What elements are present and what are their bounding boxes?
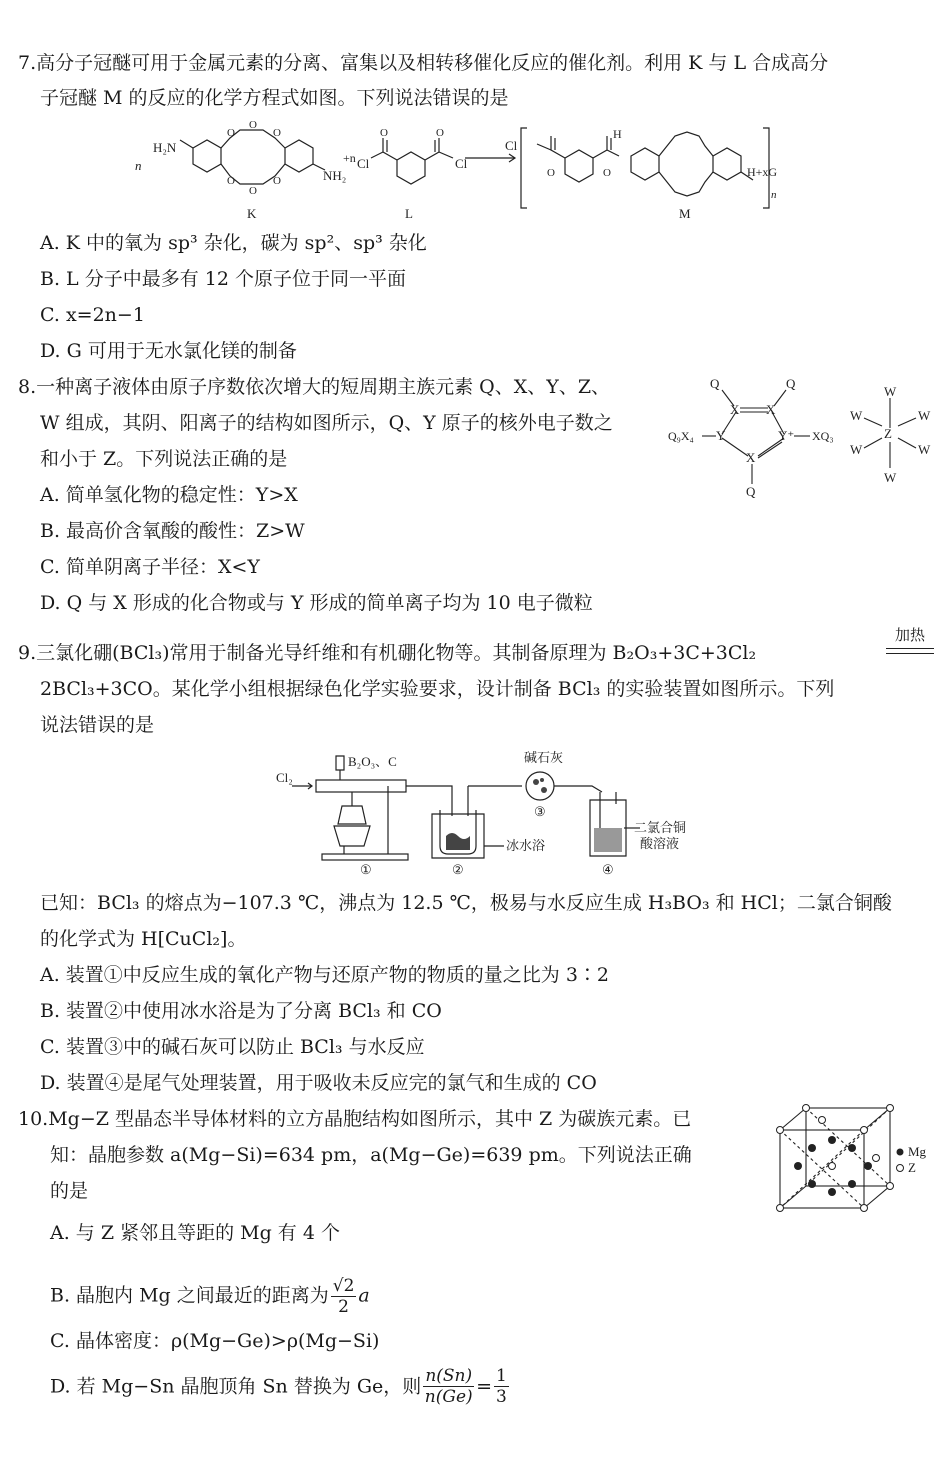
q9-cl2: Cl₂ <box>276 770 293 785</box>
q7-n1: n <box>135 158 142 173</box>
q7-label-m: M <box>679 206 691 221</box>
q9-cucl: 二氯合铜 <box>634 820 687 835</box>
q7-nh2: NH₂ <box>323 168 347 183</box>
q10-option-b-text: B. 晶胞内 Mg 之间最近的距离为 <box>50 1284 329 1307</box>
q8-option-d: D. Q 与 X 形成的化合物或与 Y 形成的简单离子均为 10 电子微粒 <box>40 592 593 614</box>
q10-option-d <box>50 1366 511 1406</box>
q7-cl2: Cl <box>455 156 468 171</box>
q8-ion-figure <box>668 372 938 502</box>
q10-option-b-fraction <box>331 1276 357 1317</box>
q10-option-d-text: D. 若 Mg−Sn 晶胞顶角 Sn 替换为 Ge，则 <box>50 1375 422 1398</box>
q8-w5: W <box>850 442 863 457</box>
q8-q9x4: Q₉X₄ <box>668 429 694 443</box>
q9-n1: ① <box>360 862 372 877</box>
q10-crystal-figure <box>776 1104 936 1214</box>
q7-n-sub: n <box>771 189 777 201</box>
q8-option-c: C. 简单阴离子半径：X<Y <box>40 556 260 578</box>
q10-stem-line2: 知：晶胞参数 a(Mg−Si)=634 pm，a(Mg−Ge)=639 pm。下列说法正确 <box>50 1144 692 1166</box>
q8-y: Y <box>716 428 726 443</box>
q7-tail: H+xG <box>747 165 778 179</box>
q10-option-b <box>50 1276 370 1317</box>
q8-q2: Q <box>786 376 796 391</box>
q9-ice: 冰水浴 <box>506 838 546 853</box>
q10-option-d-rden: 3 <box>496 1387 507 1406</box>
q9-apparatus-figure <box>272 746 712 878</box>
q9-acid: 酸溶液 <box>640 836 680 851</box>
q10-stem-line1: 10.Mg−Z 型晶态半导体材料的立方晶胞结构如图所示，其中 Z 为碳族元素。已 <box>18 1108 692 1130</box>
q7-label-k: K <box>247 206 257 221</box>
q7-o9: O <box>547 167 555 179</box>
q7-label-l: L <box>405 206 413 221</box>
q7-o2: O <box>249 119 257 131</box>
q8-stem-line3: 和小于 Z。下列说法正确的是 <box>40 448 288 470</box>
q8-z: Z <box>884 426 892 441</box>
q9-stem-line1: 9.三氯化硼(BCl₃)常用于制备光导纤维和有机硼化物等。其制备原理为 B₂O₃+3C+3Cl₂ <box>18 642 757 664</box>
q7-cl1: Cl <box>357 156 370 171</box>
q7-o4: O <box>227 175 235 187</box>
q10-stem-line3: 的是 <box>50 1180 89 1202</box>
q10-option-b-num: √2 <box>332 1276 355 1296</box>
q7-stem-line1: 7.高分子冠醚可用于金属元素的分离、富集以及相转移催化反应的催化剂。利用 K 与 L 合成高分 <box>18 52 829 74</box>
q7-option-c: C. x=2n−1 <box>40 304 145 326</box>
q8-w2: W <box>884 470 897 485</box>
q9-equal-line-top <box>886 648 934 649</box>
q10-legend-z: Z <box>908 1160 916 1175</box>
q7-o7: O <box>380 127 388 139</box>
q9-option-c: C. 装置③中的碱石灰可以防止 BCl₃ 与水反应 <box>40 1036 425 1058</box>
q9-stem-line2: 2BCl₃+3CO。某化学小组根据绿色化学实验要求，设计制备 BCl₃ 的实验装置如图所示。下列 <box>40 678 835 700</box>
q9-option-d: D. 装置④是尾气处理装置，用于吸收未反应完的氯气和生成的 CO <box>40 1072 597 1094</box>
q7-cl3: Cl <box>505 138 518 153</box>
q8-xq3: XQ₃ <box>812 429 834 443</box>
q8-w6: W <box>918 442 931 457</box>
q10-option-d-rnum: 1 <box>496 1366 507 1386</box>
q7-reaction-figure <box>135 118 825 226</box>
q8-x3: X <box>746 450 756 465</box>
q10-option-b-den: 2 <box>338 1297 349 1317</box>
q10-option-b-tail: a <box>358 1284 370 1307</box>
q9-known-line2: 的化学式为 H[CuCl₂]。 <box>40 928 247 950</box>
q7-h: H <box>613 127 622 141</box>
q9-option-b: B. 装置②中使用冰水浴是为了分离 BCl₃ 和 CO <box>40 1000 442 1022</box>
q8-stem-line2: W 组成，其阴、阳离子的结构如图所示，Q、Y 原子的核外电子数之 <box>40 412 613 434</box>
q9-lime: 碱石灰 <box>524 750 564 765</box>
q9-equal-line-bottom <box>886 653 934 654</box>
q8-yplus: Y⁺ <box>778 428 795 443</box>
q7-o3: O <box>273 127 281 139</box>
q9-b2o3c: B₂O₃、C <box>348 754 397 769</box>
q7-option-d: D. G 可用于无水氯化镁的制备 <box>40 340 297 362</box>
q9-known-line1: 已知：BCl₃ 的熔点为−107.3 ℃，沸点为 12.5 ℃，极易与水反应生成 H₃BO₃ 和 HCl；二氯合铜酸 <box>40 892 892 914</box>
q8-x1: X <box>730 402 740 417</box>
q7-o6: O <box>273 175 281 187</box>
q10-legend-mg: Mg <box>908 1144 927 1159</box>
q10-option-d-ratio <box>494 1366 509 1406</box>
q8-x2: X <box>766 402 776 417</box>
q10-option-d-den: n(Ge) <box>424 1387 473 1406</box>
q8-option-a: A. 简单氢化物的稳定性：Y>X <box>40 484 298 506</box>
q9-heat-label: 加热 <box>894 626 925 644</box>
q7-o8: O <box>436 127 444 139</box>
q9-n4: ④ <box>602 862 614 877</box>
q8-stem-line1: 8.一种离子液体由原子序数依次增大的短周期主族元素 Q、X、Y、Z、 <box>18 376 611 398</box>
q8-w1: W <box>884 384 897 399</box>
q8-option-b: B. 最高价含氧酸的酸性：Z>W <box>40 520 305 542</box>
q9-option-a: A. 装置①中反应生成的氧化产物与还原产物的物质的量之比为 3∶2 <box>40 964 610 986</box>
q10-option-d-fraction <box>423 1366 474 1406</box>
q7-option-a: A. K 中的氧为 sp³ 杂化，碳为 sp²、sp³ 杂化 <box>40 232 427 254</box>
q8-w3: W <box>850 408 863 423</box>
q7-h2n: H₂N <box>153 140 177 155</box>
q9-stem-line3: 说法错误的是 <box>40 714 155 736</box>
q10-option-a: A. 与 Z 紧邻且等距的 Mg 有 4 个 <box>50 1222 340 1244</box>
q7-plus-n: +n <box>343 151 356 165</box>
q10-option-d-eq: = <box>476 1375 493 1398</box>
q7-o1: O <box>227 127 235 139</box>
q7-o5: O <box>249 185 257 197</box>
q8-q1: Q <box>710 376 720 391</box>
q9-n2: ② <box>452 862 464 877</box>
q10-option-d-num: n(Sn) <box>425 1366 473 1386</box>
q7-o10: O <box>603 167 611 179</box>
q7-option-b: B. L 分子中最多有 12 个原子位于同一平面 <box>40 268 406 290</box>
q10-option-c: C. 晶体密度：ρ(Mg−Ge)>ρ(Mg−Si) <box>50 1330 380 1352</box>
q9-n3: ③ <box>534 804 546 819</box>
q7-stem-line2: 子冠醚 M 的反应的化学方程式如图。下列说法错误的是 <box>40 87 509 109</box>
q8-w4: W <box>918 408 931 423</box>
q8-q3: Q <box>746 484 756 499</box>
